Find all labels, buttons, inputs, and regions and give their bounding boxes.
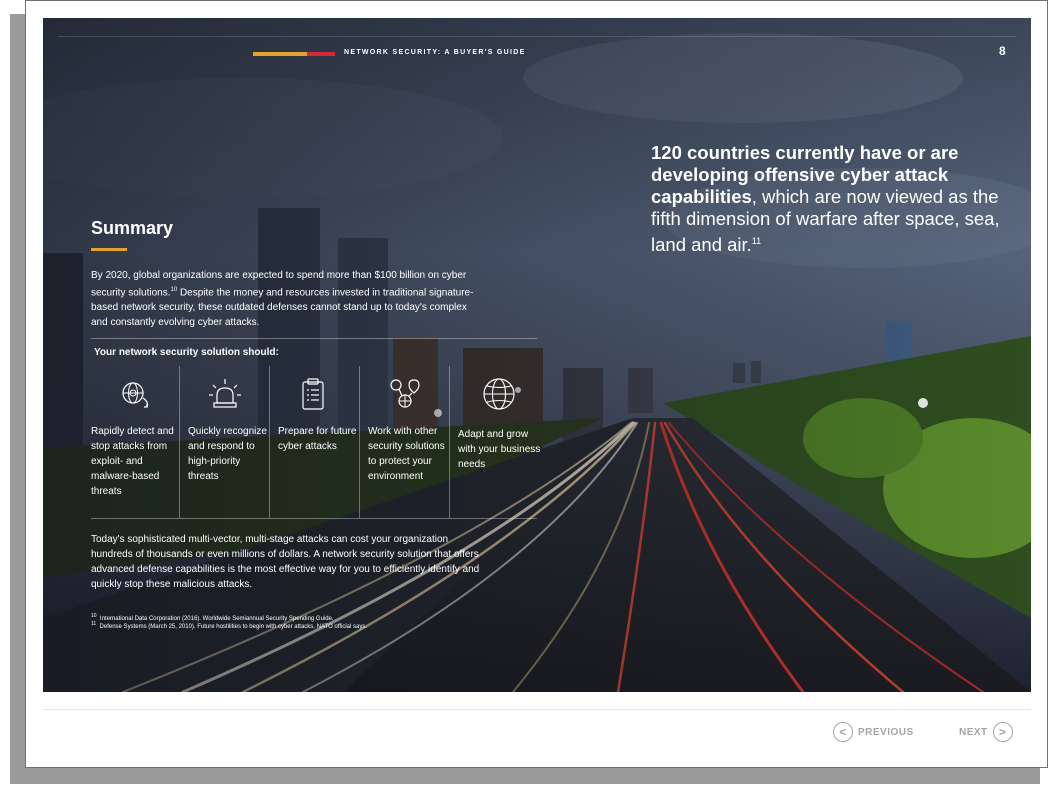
capability-text-4: Work with other security solutions to protect your environment bbox=[368, 426, 445, 482]
capability-text-5: Adapt and grow with your business needs bbox=[458, 429, 541, 470]
globe-target-icon bbox=[117, 376, 153, 412]
network-connection-icon bbox=[387, 376, 423, 412]
pull-quote-rest: , which are now viewed as the fifth dimension of warfare after space, sea, land and air. bbox=[651, 186, 1000, 256]
chevron-right-icon: > bbox=[993, 722, 1013, 742]
pull-quote bbox=[651, 142, 1001, 256]
summary-title: Summary bbox=[91, 218, 174, 238]
summary-body-part1: By 2020, global organizations are expected to spend more than $100 billion on cyber security solutions. bbox=[91, 270, 467, 299]
capability-text-3: Prepare for future cyber attacks bbox=[278, 426, 357, 452]
alarm-siren-icon bbox=[207, 376, 243, 412]
summary-body-part2: Despite the money and resources invested in traditional signature-based network security, these outdated defenses cannot stand up to today's complex and constantly evolving cyber attacks. bbox=[91, 287, 474, 329]
summary-body bbox=[91, 268, 476, 330]
summary-underline bbox=[91, 248, 127, 251]
previous-button[interactable] bbox=[833, 720, 914, 744]
footnote-number: 10 bbox=[91, 613, 97, 619]
next-label: NEXT bbox=[959, 726, 988, 738]
footnote-text: International Data Corporation (2016). Worldwide Semiannual Security Spending Guide. bbox=[99, 616, 334, 622]
capability-column-2 bbox=[179, 366, 269, 518]
section-divider-bottom bbox=[91, 518, 537, 519]
globe-icon bbox=[481, 376, 517, 412]
header-accent-bar-red bbox=[307, 52, 335, 56]
capabilities-columns bbox=[91, 366, 541, 518]
footnote-11 bbox=[91, 621, 367, 630]
capability-column-5 bbox=[449, 366, 541, 518]
page-number: 8 bbox=[999, 44, 1006, 58]
column-divider bbox=[269, 366, 270, 518]
capability-column-4 bbox=[359, 366, 449, 518]
pull-quote-ref: 11 bbox=[751, 236, 762, 246]
closing-paragraph: Today's sophisticated multi-vector, multi-stage attacks can cost your organization hundreds of thousands or even millions of dollars. A network security solution that offers advanced defense capabilities is the most effective way for you to efficiently identify and quickly stop these malicious attacks. bbox=[91, 534, 480, 590]
footnote-number: 11 bbox=[91, 621, 97, 627]
previous-label: PREVIOUS bbox=[858, 726, 914, 738]
should-heading: Your network security solution should: bbox=[94, 347, 279, 358]
capability-text-1: Rapidly detect and stop attacks from exploit- and malware-based threats bbox=[91, 426, 174, 497]
chevron-left-icon: < bbox=[833, 722, 853, 742]
column-divider bbox=[359, 366, 360, 518]
footnote-text: Defense Systems (March 25, 2010). Future hostilities to begin with cyber attacks, NATO official says. bbox=[99, 624, 367, 630]
header-accent-bar-orange bbox=[253, 52, 307, 56]
header-rule bbox=[58, 36, 1016, 37]
footer-rule bbox=[43, 709, 1031, 710]
summary-ref: 10 bbox=[170, 287, 178, 293]
section-divider-top bbox=[91, 338, 537, 339]
pull-quote-bold: 120 countries currently have or are developing offensive cyber attack capabilities bbox=[651, 142, 959, 207]
hero-photo bbox=[43, 18, 1031, 692]
header-title: NETWORK SECURITY: A BUYER'S GUIDE bbox=[344, 49, 526, 56]
clipboard-checklist-icon bbox=[295, 376, 331, 412]
capability-column-3 bbox=[269, 366, 359, 518]
column-divider bbox=[179, 366, 180, 518]
capability-column-1 bbox=[91, 366, 179, 518]
next-button[interactable] bbox=[959, 720, 1013, 744]
capability-text-2: Quickly recognize and respond to high-priority threats bbox=[188, 426, 267, 482]
column-divider bbox=[449, 366, 450, 518]
